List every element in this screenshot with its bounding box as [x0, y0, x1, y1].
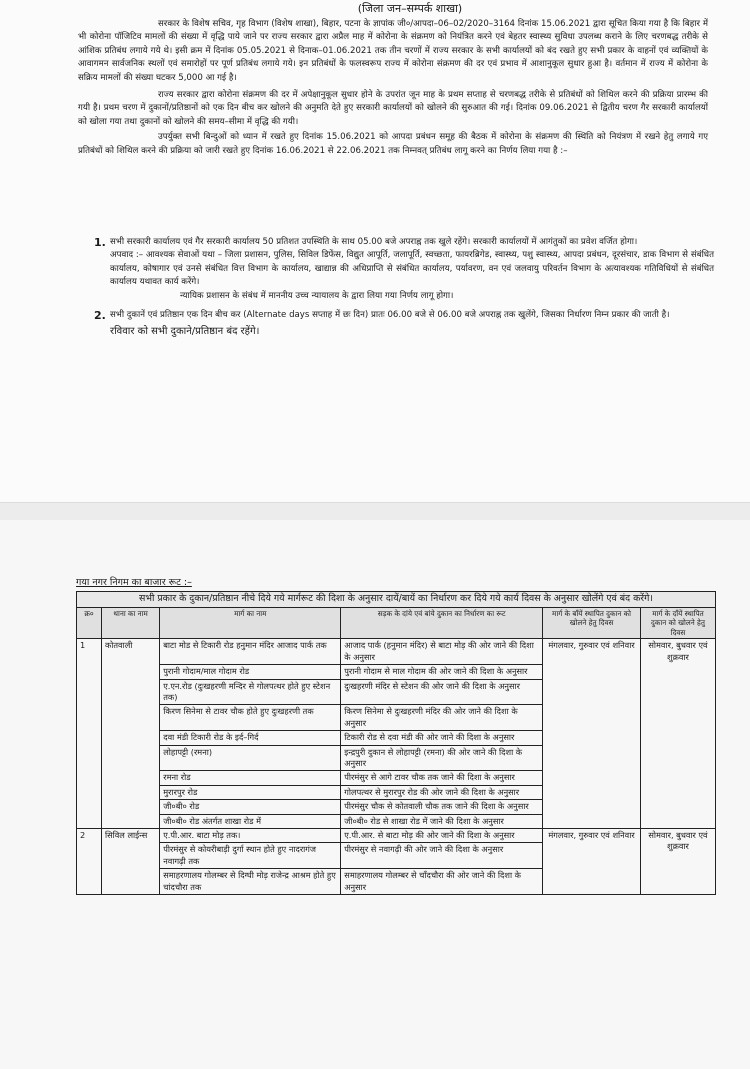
- cell-thana: सिविल लाईन्स: [101, 829, 159, 895]
- cell-direction: पीरमंसुर चौक से कोतवाली चौक तक जाने की दिशा के अनुसार: [341, 800, 543, 814]
- header-direction: सड़क के दांये एवं बांये दुकान का निर्धारण का रूट: [341, 607, 543, 639]
- page-separator: [0, 502, 750, 522]
- list-number-1: 1.: [94, 236, 106, 249]
- paragraph-2: राज्य सरकार द्वारा कोरोना संक्रमण की दर में अपेक्षानुकूल सुधार होने के उपरांत जून माह के प्रथम सप्ताह से चरणबद्ध तरीके से प्रतिबंधों को शिथिल करने की प्रक्रिया प्रारम्भ की गयी है। प्रथम चरण में दुकानों/प्रतिष्ठानों को एक दिन बीच कर खोलने की अनुमति देते हुए सरकारी कार्यालयों को खोलने की सुरुआत की गई। दिनांक 09.06.2021 से द्वितीय चरण गैर सरकारी कार्यालयों को खोला गया तथा दुकानों को खोलने की समय–सीमा में वृद्धि की गयी।: [78, 90, 708, 127]
- notice-body: [78, 18, 708, 158]
- cell-left-days: मंगलवार, गुरुवार एवं शनिवार: [543, 639, 641, 829]
- list-item-2: [94, 309, 714, 339]
- cell-right-days: सोमवार, बुधवार एवं शुक्रवार: [640, 639, 715, 829]
- cell-direction: किरण सिनेमा से दुःखहरणी मंदिर की ओर जाने की दिशा के अनुसार: [341, 705, 543, 731]
- item-1-text: सभी सरकारी कार्यालय एवं गैर सरकारी कार्यालय 50 प्रतिशत उपस्थिति के साथ 05.00 बजे अपराह्न तक खुले रहेंगे। सरकारी कार्यालयों में आगंतुकों का प्रवेश वर्जित होगा।: [110, 237, 638, 247]
- cell-route: समाहरणालय गोलम्बर से दिग्घी मोड़ राजेन्द्र आश्रम होते हुए चांदचौरा तक: [160, 869, 341, 895]
- cell-route: जी०बी० रोड अंतर्गत शाखा रोड में: [160, 814, 341, 828]
- cell-direction: दुःखहरणी मंदिर से स्टेशन की ओर जाने की दिशा के अनुसार: [341, 679, 543, 705]
- header-thana: थाना का नाम: [101, 607, 159, 639]
- cell-direction: पीरमंसुर से नवागढ़ी की ओर जाने की दिशा के अनुसार: [341, 843, 543, 869]
- list-number-2: 2.: [94, 309, 106, 323]
- cell-left-days: मंगलवार, गुरुवार एवं शनिवार: [543, 829, 641, 895]
- cell-route: किरण सिनेमा से टावर चौक होते हुए दुःखहरणी तक: [160, 705, 341, 731]
- section-header: (जिला जन–सम्पर्क शाखा): [357, 2, 463, 15]
- paragraph-3: उपर्युक्त सभी बिन्दुओं को ध्यान में रखते हुए दिनांक 15.06.2021 को आपदा प्रबंधन समूह की बैठक में कोरोना के संक्रमण की स्थिति को नियंत्रण में रखने हेतु लगाये गए प्रतिबंधों को शिथिल करने की प्रक्रिया को जारी रखते हुए दिनांक 16.06.2021 से 22.06.2021 तक निम्नवत् प्रतिबंध लागू करने का निर्णय लिया गया है :–: [78, 132, 708, 156]
- cell-route: ए.पी.आर. बाटा मोड़ तक।: [160, 829, 341, 843]
- cell-direction: गोलपत्थर से मुरारपुर रोड की ओर जाने की दिशा के अनुसार: [341, 785, 543, 799]
- item-2-sunday: रविवार को सभी दुकाने/प्रतिष्ठान बंद रहेंगे।: [110, 326, 260, 338]
- route-section-title: गया नगर निगम का बाजार रूट :–: [76, 577, 192, 588]
- header-left-days: मार्ग के बाँयें स्थापित दुकान को खोलने हेतु दिवस: [543, 607, 641, 639]
- item-2-text: सभी दुकानें एवं प्रतिष्ठान एक दिन बीच कर (Alternate days सप्ताह में छः दिन) प्रातः 06.00 बजे से 06.00 बजे अपराह्न तक खुलेंगे, जिसका निर्धारण निम्न प्रकार की जाती है।: [110, 310, 670, 321]
- paragraph-1: सरकार के विशेष सचिव, गृह विभाग (विशेष शाखा), बिहार, पटना के ज्ञापांक जी०/आपदा–06–02/2020–3164 दिनांक 15.06.2021 द्वारा सूचित किया गया है कि बिहार में भी कोरोना पॉजिटिव मामलों की संख्या में वृद्धि पाये जाने पर राज्य सरकार द्वारा अप्रैल माह में कोरोना के संक्रमण को नियंत्रित करने एवं बेहतर स्वास्थ्य सुविधा उपलब्ध कराने के लिए चरणबद्ध तरीके से आंशिक प्रतिबंध लगाये गये थे। इसी क्रम में दिनांक 05.05.2021 से दिनाक–01.06.2021 तक तीन चरणों में राज्य सरकार के सभी कार्यालयों को बंद रखते हुए सभी प्रकार के वाहनों एवं व्यक्तियों के आवागमन सार्वजनिक स्थलों एवं समारोहों पर पूर्ण प्रतिबंध लगाये गये। इन प्रतिबंधों के फलस्वरूप राज्य में कोरोना संक्रमण की दर एवं प्रभाव में आशानुकूल सुधार हुआ है। वर्तमान में राज्य में कोरोना के सक्रिय मामलों की संख्या घटकर 5,000 आ गई है।: [78, 19, 708, 83]
- cell-direction: पीरमंसुर से आगे टावर चौक तक जाने की दिशा के अनुसार: [341, 771, 543, 785]
- table-banner: सभी प्रकार के दुकान/प्रतिष्ठान नीचे दिये गये मार्गरूट की दिशा के अनुसार दायें/बायें का निर्धारण कर दिये गये कार्य दिवस के अनुसार खोलेंगे एवं बंद करेंगे।: [77, 592, 716, 608]
- cell-direction: जी०बी० रोड से शाखा रोड में जाने की दिशा के अनुसार: [341, 814, 543, 828]
- cell-direction: टिकारी रोड से दवा मंडी की ओर जाने की दिशा के अनुसार: [341, 731, 543, 745]
- item-1-exception: अपवाद :– आवश्यक सेवाओं यथा – जिला प्रशासन, पुलिस, सिविल डिफेंस, विद्युत आपूर्ति, जलापूर्ति, स्वच्छता, फायरब्रिगेड, स्वास्थ्य, पशु स्वास्थ्य, आपदा प्रबंधन, दूरसंचार, डाक विभाग से संबंधित कार्यालय, कोषागार एवं उनसे संबंधित वित्त विभाग के कार्यालय, खाद्यान्न की अधिप्राप्ति से संबंधित कार्यालय, पर्यावरण, वन एवं जलवायु परिवर्तन विभाग के अत्यावश्यक गतिविधियों से संबंधित कार्यालय यथावत कार्य करेंगे।: [110, 250, 714, 288]
- cell-route: पीरमंसुर से कोयरीबाड़ी दुर्गा स्थान होते हुए नादरागंज नवागढ़ी तक: [160, 843, 341, 869]
- cell-route: दवा मंडी टिकारी रोड के इर्द–गिर्द: [160, 731, 341, 745]
- cell-route: बाटा मोड से टिकारी रोड हनुमान मंदिर आजाद पार्क तक: [160, 639, 341, 665]
- cell-thana: कोतवाली: [101, 639, 159, 829]
- cell-sn: 1: [77, 639, 102, 829]
- table-banner-row: [77, 592, 716, 608]
- market-route-table: [76, 591, 716, 895]
- cell-route: रमना रोड: [160, 771, 341, 785]
- cell-route: पुरानी गोदाम/माल गोदाम रोड: [160, 665, 341, 679]
- cell-direction: पुरानी गोदाम से माल गोदाम की ओर जाने की दिशा के अनुसार: [341, 665, 543, 679]
- cell-route: जी०बी० रोड: [160, 800, 341, 814]
- header-route: मार्ग का नाम: [160, 607, 341, 639]
- cell-route: ए.एन.रोड (दुःखहरणी मन्दिर से गोलपत्थर होते हुए स्टेशन तक): [160, 679, 341, 705]
- cell-sn: 2: [77, 829, 102, 895]
- cell-direction: आजाद पार्क (हनुमान मंदिर) से बाटा मोड़ की ओर जाने की दिशा के अनुसार: [341, 639, 543, 665]
- list-item-1: [94, 236, 714, 303]
- cell-direction: इन्द्रपुरी दुकान से लोहापट्टी (रमना) की ओर जाने की दिशा के अनुसार: [341, 745, 543, 771]
- cell-direction: समाहरणालय गोलम्बर से चाँदचौरा की ओर जाने की दिशा के अनुसार: [341, 869, 543, 895]
- cell-right-days: सोमवार, बुधवार एवं शुक्रवार: [640, 829, 715, 895]
- table-header-row: [77, 607, 716, 639]
- notice-page-1: [0, 0, 750, 502]
- item-1-judicial: न्यायिक प्रशासन के संबंध में माननीय उच्च न्यायालय के द्वारा लिया गया निर्णय लागू होगा।: [180, 290, 454, 301]
- restrictions-list: [94, 236, 714, 339]
- table-row: [77, 639, 716, 665]
- cell-route: मुरारपुर रोड: [160, 785, 341, 799]
- cell-route: लोहापट्टी (रमना): [160, 745, 341, 771]
- cell-direction: ए.पी.आर. से बाटा मोड़ की ओर जाने की दिशा के अनुसार: [341, 829, 543, 843]
- header-right-days: मार्ग के दाँयें स्थापित दुकान को खोलने हेतु दिवस: [640, 607, 715, 639]
- table-row: [77, 829, 716, 843]
- header-sn: क्र०: [77, 607, 102, 639]
